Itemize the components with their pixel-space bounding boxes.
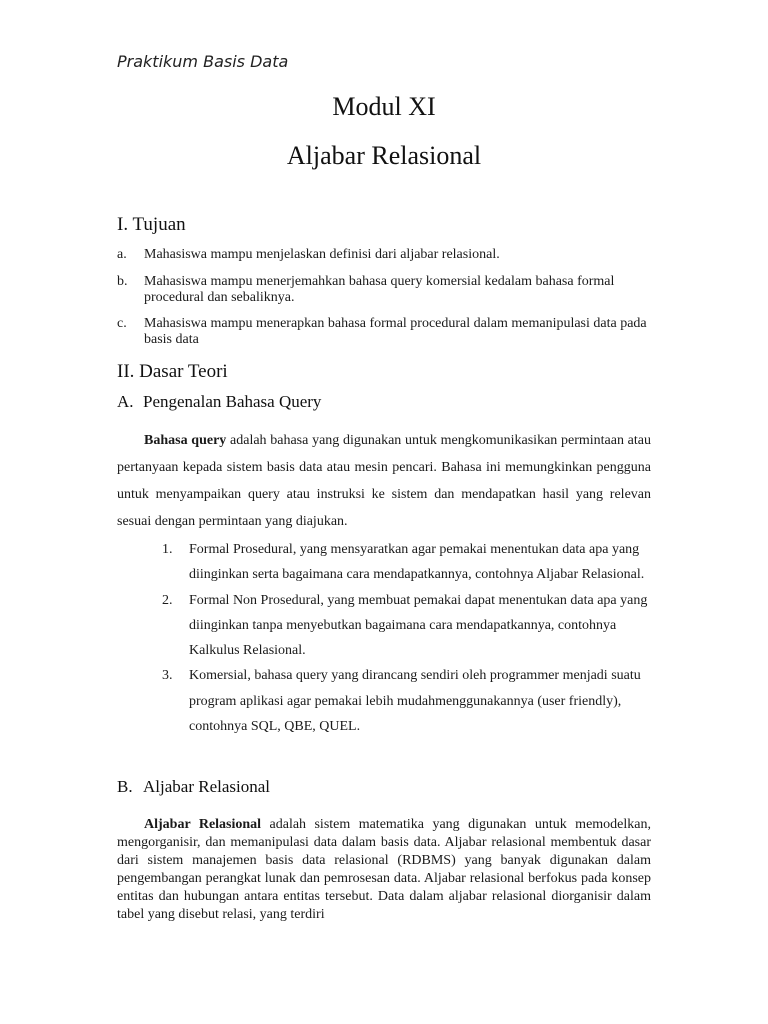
list-item bbox=[162, 663, 652, 739]
query-language-types-list bbox=[162, 537, 652, 739]
list-item-text: Komersial, bahasa query yang dirancang sendiri oleh programmer menjadi suatu program aplikasi agar pemakai lebih mudahmenggunakannya (user friendly), contohnya SQL, QBE, QUEL. bbox=[189, 668, 641, 735]
list-item bbox=[117, 274, 657, 306]
paragraph-lead-term: Aljabar Relasional bbox=[144, 817, 262, 832]
list-marker: c. bbox=[117, 316, 127, 331]
subsection-heading-a bbox=[117, 392, 321, 412]
list-item bbox=[162, 537, 652, 588]
running-header: Praktikum Basis Data bbox=[117, 52, 289, 71]
paragraph-lead-term: Bahasa query bbox=[144, 433, 227, 448]
list-item-text: Mahasiswa mampu menerjemahkan bahasa query komersial kedalam bahasa formal procedural dan sebaliknya. bbox=[144, 274, 615, 305]
paragraph-aljabar-relasional bbox=[117, 816, 651, 924]
module-title: Modul XI bbox=[332, 92, 436, 121]
objectives-list bbox=[117, 247, 657, 348]
subsection-number: A. bbox=[117, 392, 134, 411]
paragraph-bahasa-query bbox=[117, 427, 651, 535]
list-item bbox=[162, 588, 652, 664]
list-marker: 2. bbox=[162, 592, 173, 608]
list-marker: a. bbox=[117, 247, 127, 262]
section-heading-dasar-teori: II. Dasar Teori bbox=[117, 361, 228, 382]
subsection-number: B. bbox=[117, 777, 133, 796]
list-item-text: Formal Prosedural, yang mensyaratkan agar pemakai menentukan data apa yang diinginkan serta bagaimana cara mendapatkannya, contohnya Aljabar Relasional. bbox=[189, 542, 645, 583]
list-marker: b. bbox=[117, 274, 128, 289]
subject-title: Aljabar Relasional bbox=[286, 141, 482, 170]
list-marker: 3. bbox=[162, 668, 173, 684]
list-item-text: Mahasiswa mampu menjelaskan definisi dari aljabar relasional. bbox=[144, 247, 500, 262]
subsection-title: Pengenalan Bahasa Query bbox=[143, 392, 322, 411]
list-marker: 1. bbox=[162, 542, 173, 557]
list-item-text: Formal Non Prosedural, yang membuat pemakai dapat menentukan data apa yang diinginkan tanpa menyebutkan bagaimana cara mendapatkannya, contohnya Kalkulus Relasional. bbox=[189, 592, 648, 659]
paragraph-body: adalah sistem matematika yang digunakan untuk memodelkan, mengorganisir, dan memanipulasi data dalam basis data. Aljabar relasional membentuk dasar dari sistem manajemen basis data relasional (RDBMS) yang banyak digunakan dalam pengembangan perangkat lunak dan pemrosesan data. Aljabar relasional berfokus pada konsep entitas dan hubungan antara entitas tersebut. Data dalam aljabar relasional diorganisir dalam tabel yang disebut relasi, yang terdiri bbox=[117, 817, 651, 922]
list-item-text: Mahasiswa mampu menerapkan bahasa formal procedural dalam memanipulasi data pada basis data bbox=[144, 316, 647, 347]
subsection-heading-b bbox=[117, 777, 270, 797]
paragraph-body: adalah bahasa yang digunakan untuk mengkomunikasikan permintaan atau pertanyaan kepada sistem basis data atau mesin pencari. Bahasa ini memungkinkan pengguna untuk menyampaikan query atau instruksi ke sistem dan mendapatkan hasil yang relevan sesuai dengan permintaan yang diajukan. bbox=[117, 433, 651, 529]
section-heading-tujuan: I. Tujuan bbox=[117, 214, 186, 235]
subsection-title: Aljabar Relasional bbox=[143, 777, 270, 796]
list-item bbox=[117, 247, 657, 263]
list-item bbox=[117, 316, 657, 348]
